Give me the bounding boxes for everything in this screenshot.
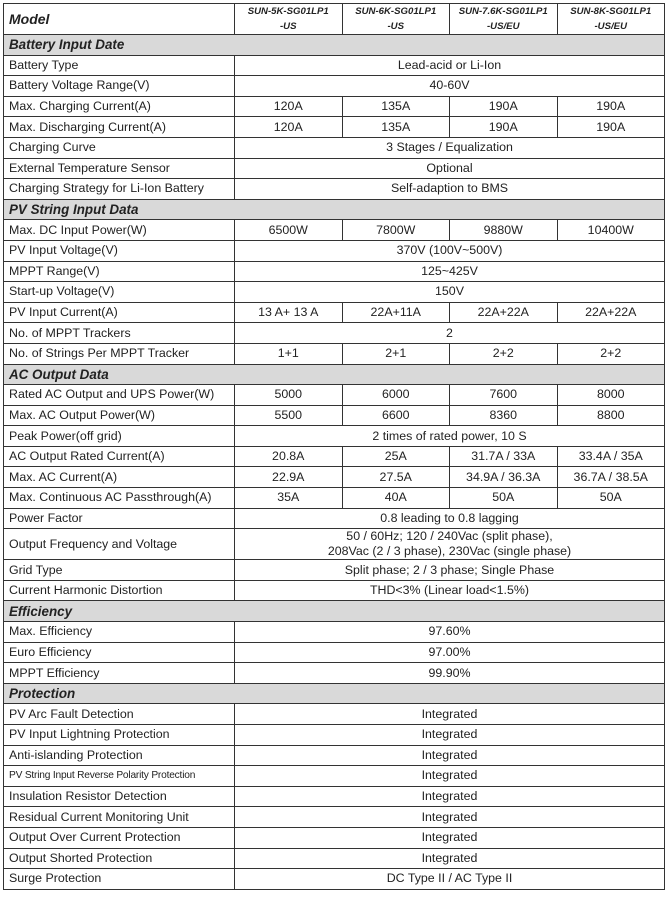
- spec-row: [4, 766, 665, 787]
- spec-row: [4, 848, 665, 869]
- spec-table: [3, 3, 665, 890]
- spec-row: [4, 580, 665, 601]
- spec-row: [4, 827, 665, 848]
- spec-label: Anti-islanding Protection: [4, 745, 235, 766]
- spec-value: 1+1: [235, 343, 343, 364]
- spec-row: [4, 76, 665, 97]
- spec-label: Max. Charging Current(A): [4, 96, 235, 117]
- spec-value: 150V: [235, 282, 665, 303]
- spec-label: PV Input Current(A): [4, 302, 235, 323]
- spec-value: 190A: [450, 117, 558, 138]
- spec-label: Charging Curve: [4, 137, 235, 158]
- spec-label: Output Over Current Protection: [4, 827, 235, 848]
- spec-value: Optional: [235, 158, 665, 179]
- section-protection: [4, 683, 665, 704]
- spec-value: 20.8A: [235, 446, 343, 467]
- spec-value: 50A: [450, 488, 558, 509]
- spec-label: Surge Protection: [4, 869, 235, 890]
- spec-value: 50 / 60Hz; 120 / 240Vac (split phase), 208Vac (2 / 3 phase), 230Vac (single phase): [235, 529, 665, 560]
- spec-label: PV String Input Reverse Polarity Protection: [4, 766, 235, 787]
- spec-row: [4, 807, 665, 828]
- spec-row: [4, 869, 665, 890]
- spec-value: 22A+11A: [342, 302, 450, 323]
- spec-row: [4, 261, 665, 282]
- spec-value: 7800W: [342, 220, 450, 241]
- spec-value: THD<3% (Linear load<1.5%): [235, 580, 665, 601]
- spec-label: Current Harmonic Distortion: [4, 580, 235, 601]
- spec-value: Integrated: [235, 827, 665, 848]
- spec-label: Max. AC Output Power(W): [4, 405, 235, 426]
- spec-row: [4, 704, 665, 725]
- spec-row: [4, 529, 665, 560]
- spec-value: Integrated: [235, 807, 665, 828]
- spec-label: Start-up Voltage(V): [4, 282, 235, 303]
- spec-row: [4, 302, 665, 323]
- spec-label: Battery Type: [4, 55, 235, 76]
- spec-label: Max. Efficiency: [4, 622, 235, 643]
- spec-label: PV Input Lightning Protection: [4, 725, 235, 746]
- spec-value: 2+2: [557, 343, 665, 364]
- spec-value: 8000: [557, 385, 665, 406]
- spec-row: [4, 117, 665, 138]
- spec-value: 36.7A / 38.5A: [557, 467, 665, 488]
- spec-label: Battery Voltage Range(V): [4, 76, 235, 97]
- spec-value: Integrated: [235, 725, 665, 746]
- spec-label: Power Factor: [4, 508, 235, 529]
- spec-label: MPPT Range(V): [4, 261, 235, 282]
- spec-label: Euro Efficiency: [4, 642, 235, 663]
- spec-row: [4, 467, 665, 488]
- spec-label: Grid Type: [4, 560, 235, 581]
- spec-row: [4, 158, 665, 179]
- spec-value: 190A: [450, 96, 558, 117]
- spec-label: Max. Continuous AC Passthrough(A): [4, 488, 235, 509]
- spec-value: 8360: [450, 405, 558, 426]
- spec-value: 50A: [557, 488, 665, 509]
- model-name: SUN-5K-SG01LP1 -US: [235, 4, 343, 35]
- spec-value: 6600: [342, 405, 450, 426]
- spec-value: Integrated: [235, 745, 665, 766]
- section-ac: [4, 364, 665, 385]
- model-name: SUN-8K-SG01LP1 -US/EU: [557, 4, 665, 35]
- spec-row: [4, 323, 665, 344]
- spec-value: Lead-acid or Li-Ion: [235, 55, 665, 76]
- spec-value: 120A: [235, 117, 343, 138]
- spec-row: [4, 405, 665, 426]
- section-title: PV String Input Data: [4, 199, 665, 220]
- spec-value: 8800: [557, 405, 665, 426]
- spec-row: [4, 745, 665, 766]
- spec-row: [4, 725, 665, 746]
- spec-value: 2+2: [450, 343, 558, 364]
- spec-value: Split phase; 2 / 3 phase; Single Phase: [235, 560, 665, 581]
- section-efficiency: [4, 601, 665, 622]
- spec-value: 135A: [342, 117, 450, 138]
- spec-value: 22A+22A: [557, 302, 665, 323]
- spec-value: 25A: [342, 446, 450, 467]
- spec-row: [4, 385, 665, 406]
- spec-value: 40A: [342, 488, 450, 509]
- spec-value: 6000: [342, 385, 450, 406]
- spec-value: 27.5A: [342, 467, 450, 488]
- section-title: AC Output Data: [4, 364, 665, 385]
- section-title: Protection: [4, 683, 665, 704]
- spec-label: External Temperature Sensor: [4, 158, 235, 179]
- spec-value: Self-adaption to BMS: [235, 179, 665, 200]
- spec-row: [4, 343, 665, 364]
- spec-label: PV Input Voltage(V): [4, 240, 235, 261]
- section-battery: [4, 35, 665, 56]
- spec-label: Output Frequency and Voltage: [4, 529, 235, 560]
- spec-value: 22A+22A: [450, 302, 558, 323]
- spec-row: [4, 55, 665, 76]
- spec-value: 6500W: [235, 220, 343, 241]
- spec-label: PV Arc Fault Detection: [4, 704, 235, 725]
- spec-row: [4, 220, 665, 241]
- spec-value: Integrated: [235, 786, 665, 807]
- spec-value: 5000: [235, 385, 343, 406]
- spec-row: [4, 426, 665, 447]
- spec-value: 34.9A / 36.3A: [450, 467, 558, 488]
- spec-row: [4, 282, 665, 303]
- spec-row: [4, 96, 665, 117]
- spec-label: Peak Power(off grid): [4, 426, 235, 447]
- spec-value: 370V (100V~500V): [235, 240, 665, 261]
- spec-value: 33.4A / 35A: [557, 446, 665, 467]
- spec-label: Residual Current Monitoring Unit: [4, 807, 235, 828]
- spec-value: 13 A+ 13 A: [235, 302, 343, 323]
- spec-row: [4, 137, 665, 158]
- model-label: Model: [4, 4, 235, 35]
- model-name: SUN-6K-SG01LP1 -US: [342, 4, 450, 35]
- spec-label: Rated AC Output and UPS Power(W): [4, 385, 235, 406]
- spec-label: AC Output Rated Current(A): [4, 446, 235, 467]
- model-name: SUN-7.6K-SG01LP1 -US/EU: [450, 4, 558, 35]
- spec-row: [4, 663, 665, 684]
- spec-row: [4, 240, 665, 261]
- spec-label: No. of MPPT Trackers: [4, 323, 235, 344]
- section-title: Battery Input Date: [4, 35, 665, 56]
- spec-value: 10400W: [557, 220, 665, 241]
- spec-value: 190A: [557, 117, 665, 138]
- spec-value: 2 times of rated power, 10 S: [235, 426, 665, 447]
- spec-row: [4, 179, 665, 200]
- spec-row: [4, 488, 665, 509]
- spec-label: MPPT Efficiency: [4, 663, 235, 684]
- spec-value: Integrated: [235, 848, 665, 869]
- spec-value: 97.60%: [235, 622, 665, 643]
- spec-value: 0.8 leading to 0.8 lagging: [235, 508, 665, 529]
- spec-value: 22.9A: [235, 467, 343, 488]
- spec-value: 99.90%: [235, 663, 665, 684]
- spec-label: Charging Strategy for Li-Ion Battery: [4, 179, 235, 200]
- spec-row: [4, 642, 665, 663]
- model-header-row: [4, 4, 665, 35]
- spec-row: [4, 622, 665, 643]
- spec-value: 125~425V: [235, 261, 665, 282]
- spec-row: [4, 446, 665, 467]
- spec-value: 190A: [557, 96, 665, 117]
- spec-label: Max. DC Input Power(W): [4, 220, 235, 241]
- spec-value: 9880W: [450, 220, 558, 241]
- spec-label: Output Shorted Protection: [4, 848, 235, 869]
- spec-value: 3 Stages / Equalization: [235, 137, 665, 158]
- spec-value: 5500: [235, 405, 343, 426]
- spec-label: Insulation Resistor Detection: [4, 786, 235, 807]
- spec-value: 31.7A / 33A: [450, 446, 558, 467]
- spec-value: 35A: [235, 488, 343, 509]
- spec-value: 40-60V: [235, 76, 665, 97]
- section-title: Efficiency: [4, 601, 665, 622]
- spec-value: 7600: [450, 385, 558, 406]
- spec-value: 2+1: [342, 343, 450, 364]
- spec-label: Max. Discharging Current(A): [4, 117, 235, 138]
- spec-value: DC Type II / AC Type II: [235, 869, 665, 890]
- spec-value: 135A: [342, 96, 450, 117]
- spec-value: 120A: [235, 96, 343, 117]
- spec-value: Integrated: [235, 704, 665, 725]
- spec-value: 2: [235, 323, 665, 344]
- spec-value: Integrated: [235, 766, 665, 787]
- spec-label: Max. AC Current(A): [4, 467, 235, 488]
- spec-row: [4, 786, 665, 807]
- spec-row: [4, 560, 665, 581]
- spec-label: No. of Strings Per MPPT Tracker: [4, 343, 235, 364]
- section-pv: [4, 199, 665, 220]
- spec-value: 97.00%: [235, 642, 665, 663]
- spec-row: [4, 508, 665, 529]
